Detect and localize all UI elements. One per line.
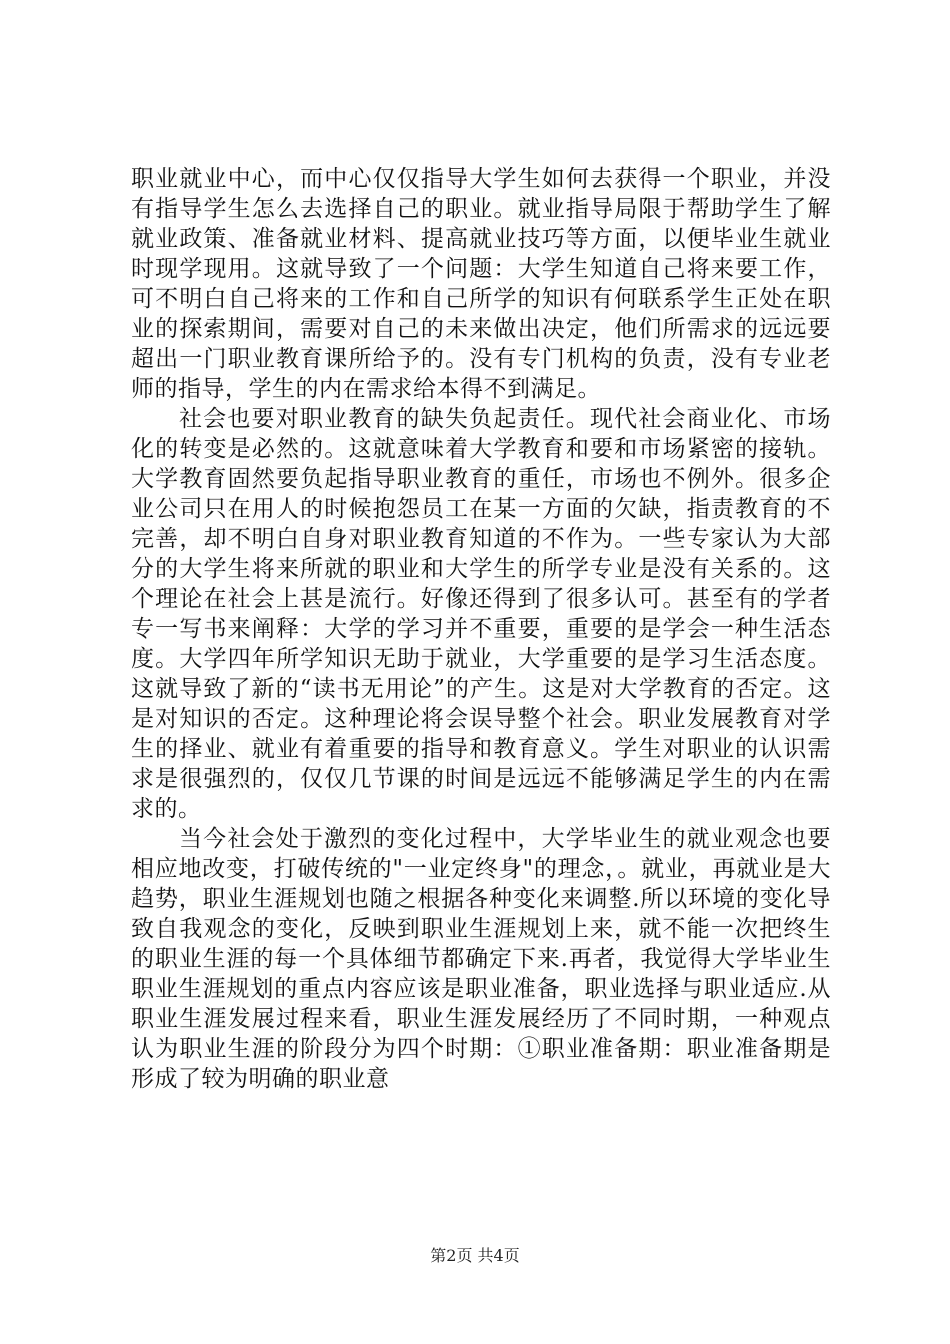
body-text	[131, 164, 831, 1094]
page-footer: 第2页 共4页	[430, 1246, 520, 1265]
paragraph-3: 当今社会处于激烈的变化过程中，大学毕业生的就业观念也要相应地改变，打破传统的"一业定终身"的理念，。就业，再就业是大趋势，职业生涯规划也随之根据各种变化来调整.所以环境的变化导致自我观念的变化，反映到职业生涯规划上来，就不能一次把终生的职业生涯的每一个具体细节都确定下来.再者，我觉得大学毕业生职业生涯规划的重点内容应该是职业准备，职业选择与职业适应.从职业生涯发展过程来看，职业生涯发展经历了不同时期，一种观点认为职业生涯的阶段分为四个时期：①职业准备期：职业准备期是形成了较为明确的职业意	[131, 826, 831, 1092]
paragraph-2: 社会也要对职业教育的缺失负起责任。现代社会商业化、市场化的转变是必然的。这就意味着大学教育和要和市场紧密的接轨。大学教育固然要负起指导职业教育的重任，市场也不例外。很多企业公司只在用人的时候抱怨员工在某一方面的欠缺，指责教育的不完善，却不明白自身对职业教育知道的不作为。一些专家认为大部分的大学生将来所就的职业和大学生的所学专业是没有关系的。这个理论在社会上甚是流行。好像还得到了很多认可。甚至有的学者专一写书来阐释：大学的学习并不重要，重要的是学会一种生活态度。大学四年所学知识无助于就业，大学重要的是学习生活态度。这就导致了新的“读书无用论”的产生。这是对大学教育的否定。这是对知识的否定。这种理论将会误导整个社会。职业发展教育对学生的择业、就业有着重要的指导和教育意义。学生对职业的认识需求是很强烈的，仅仅几节课的时间是远远不能够满足学生的内在需求的。	[131, 406, 831, 822]
paragraph-1: 职业就业中心，而中心仅仅指导大学生如何去获得一个职业，并没有指导学生怎么去选择自己的职业。就业指导局限于帮助学生了解就业政策、准备就业材料、提高就业技巧等方面，以便毕业生就业时现学现用。这就导致了一个问题：大学生知道自己将来要工作，可不明白自己将来的工作和自己所学的知识有何联系学生正处在职业的探索期间，需要对自己的未来做出决定，他们所需求的远远要超出一门职业教育课所给予的。没有专门机构的负责，没有专业老师的指导，学生的内在需求给本得不到满足。	[131, 166, 831, 402]
